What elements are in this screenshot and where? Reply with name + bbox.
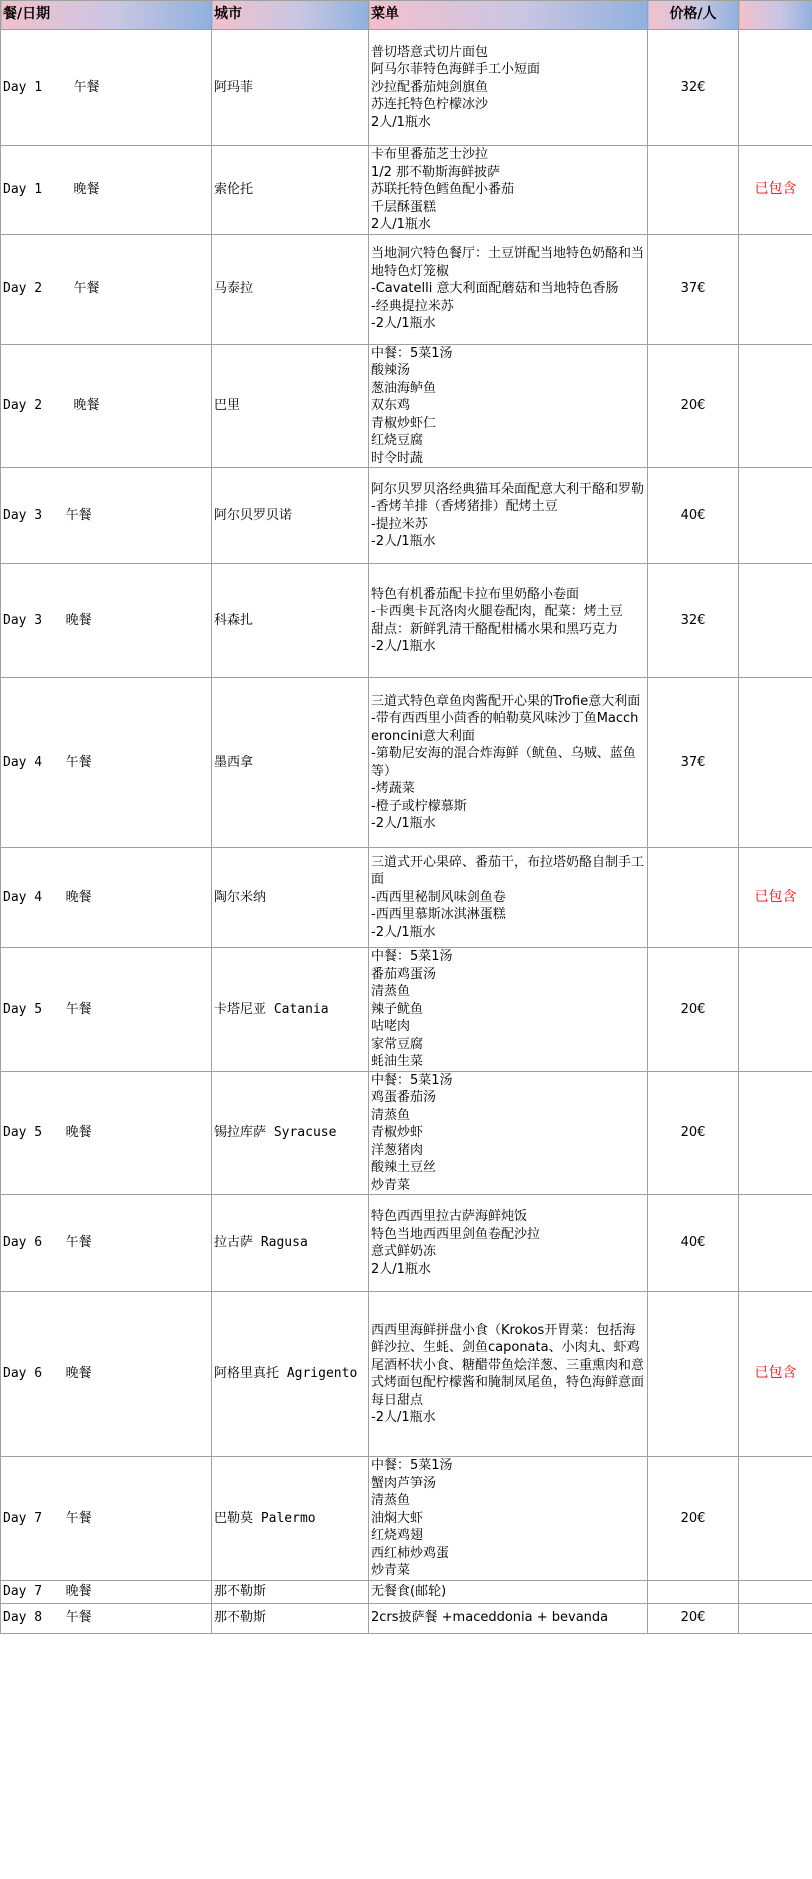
menu-line: 酸辣汤	[371, 363, 411, 378]
cell-price: 20€	[648, 344, 739, 468]
menu-line: 蚝油生菜	[371, 1054, 424, 1069]
cell-menu	[369, 1580, 648, 1603]
cell-day: Day 4 午餐	[1, 678, 212, 848]
cell-city: 马泰拉	[212, 234, 369, 344]
cell-price	[648, 848, 739, 948]
table-row	[1, 1195, 812, 1292]
menu-line: 苏连托特色柠檬冰沙	[371, 97, 489, 113]
cell-day: Day 5 午餐	[1, 948, 212, 1072]
table-row	[1, 564, 812, 678]
menu-line: 阿尔贝罗贝洛经典猫耳朵面配意大利干酪和罗勒	[371, 481, 645, 497]
cell-note	[739, 1457, 812, 1581]
header-city: 城市	[212, 1, 369, 30]
cell-city: 拉古萨 Ragusa	[212, 1195, 369, 1292]
table-row	[1, 1603, 812, 1633]
menu-line: 鸡蛋番茄汤	[371, 1090, 437, 1105]
table-row	[1, 1580, 812, 1603]
cell-price: 20€	[648, 1071, 739, 1195]
cell-price	[648, 146, 739, 235]
menu-line: 中餐：5菜1汤	[371, 345, 453, 361]
menu-line: 辣子鱿鱼	[371, 1001, 424, 1017]
menu-line: 炒青菜	[371, 1563, 411, 1578]
table-body	[1, 30, 812, 1634]
cell-price: 32€	[648, 564, 739, 678]
cell-note: 已包含	[739, 146, 812, 235]
menu-line: 特色当地西西里剑鱼卷配沙拉	[371, 1226, 541, 1242]
table-row	[1, 468, 812, 564]
cell-menu	[369, 468, 648, 564]
cell-day: Day 7 晚餐	[1, 1580, 212, 1603]
cell-city: 墨西拿	[212, 678, 369, 848]
menu-line: 蟹肉芦笋汤	[371, 1475, 437, 1491]
cell-day: Day 8 午餐	[1, 1603, 212, 1633]
menu-line: -带有西西里小茴香的帕勒莫风味沙丁鱼Maccheroncini意大利面	[371, 711, 639, 744]
cell-note	[739, 30, 812, 146]
menu-line: 2人/1瓶水	[371, 114, 431, 130]
cell-city: 锡拉库萨 Syracuse	[212, 1071, 369, 1195]
menu-line: 2人/1瓶水	[371, 217, 431, 232]
menu-line: -香烤羊排（香烤猪排）配烤土豆	[371, 499, 558, 514]
menu-line: 时令时蔬	[371, 450, 424, 466]
cell-note	[739, 564, 812, 678]
cell-price: 40€	[648, 1195, 739, 1292]
cell-note	[739, 468, 812, 564]
table-row	[1, 30, 812, 146]
header-day: 餐/日期	[1, 1, 212, 30]
cell-city: 巴里	[212, 344, 369, 468]
menu-line: 三道式特色章鱼肉酱配开心果的Trofie意大利面	[371, 693, 641, 709]
menu-line: 卡布里番茄芝士沙拉	[371, 147, 489, 162]
menu-line: 西红柿炒鸡蛋	[371, 1545, 450, 1561]
cell-city: 阿玛菲	[212, 30, 369, 146]
cell-city: 阿尔贝罗贝诺	[212, 468, 369, 564]
cell-price: 37€	[648, 678, 739, 848]
table-row	[1, 1457, 812, 1581]
menu-line: 特色有机番茄配卡拉布里奶酪小卷面	[371, 586, 580, 602]
cell-note	[739, 948, 812, 1072]
table-row	[1, 948, 812, 1072]
cell-city: 那不勒斯	[212, 1580, 369, 1603]
cell-price	[648, 1292, 739, 1457]
cell-day: Day 5 晚餐	[1, 1071, 212, 1195]
cell-note: 已包含	[739, 848, 812, 948]
menu-line: -烤蔬菜	[371, 781, 415, 796]
cell-menu	[369, 1195, 648, 1292]
menu-line: -西西里秘制风味剑鱼卷	[371, 889, 506, 905]
cell-day: Day 6 晚餐	[1, 1292, 212, 1457]
menu-line: 每日甜点	[371, 1392, 424, 1408]
menu-line: 中餐：5菜1汤	[371, 1458, 453, 1473]
cell-menu	[369, 1457, 648, 1581]
cell-day: Day 7 午餐	[1, 1457, 212, 1581]
menu-line: -卡西奥卡瓦洛肉火腿卷配肉，配菜：烤土豆	[371, 604, 623, 619]
menu-line: -2人/1瓶水	[371, 316, 436, 332]
menu-line: -橙子或柠檬慕斯	[371, 798, 467, 814]
header-note	[739, 1, 812, 30]
menu-line: 2人/1瓶水	[371, 1261, 431, 1277]
menu-line: 甜点：新鲜乳清干酪配柑橘水果和黑巧克力	[371, 621, 619, 637]
cell-menu	[369, 564, 648, 678]
cell-note	[739, 234, 812, 344]
cell-note	[739, 344, 812, 468]
cell-day: Day 6 午餐	[1, 1195, 212, 1292]
cell-menu	[369, 848, 648, 948]
cell-day: Day 2 午餐	[1, 234, 212, 344]
cell-price: 37€	[648, 234, 739, 344]
cell-menu	[369, 1603, 648, 1633]
cell-city: 那不勒斯	[212, 1603, 369, 1633]
table-row	[1, 234, 812, 344]
menu-line: 阿马尔菲特色海鲜手工小短面	[371, 62, 541, 78]
cell-day: Day 1 晚餐	[1, 146, 212, 235]
menu-line: -第勒尼安海的混合炸海鲜（鱿鱼、乌贼、蓝鱼等）	[371, 746, 636, 779]
menu-line: 葱油海鲈鱼	[371, 380, 437, 396]
cell-day: Day 3 晚餐	[1, 564, 212, 678]
menu-line: 洋葱猪肉	[371, 1142, 424, 1158]
cell-note	[739, 1195, 812, 1292]
menu-line: 普切塔意式切片面包	[371, 44, 489, 60]
cell-price: 20€	[648, 948, 739, 1072]
menu-line: -2人/1瓶水	[371, 639, 436, 654]
menu-line: 红烧豆腐	[371, 433, 424, 448]
menu-line: -2人/1瓶水	[371, 924, 436, 940]
cell-city: 陶尔米纳	[212, 848, 369, 948]
cell-day: Day 1 午餐	[1, 30, 212, 146]
table-row	[1, 848, 812, 948]
menu-line: 无餐食(邮轮)	[371, 1583, 447, 1599]
table-header-row	[1, 1, 812, 30]
cell-day: Day 2 晚餐	[1, 344, 212, 468]
menu-line: 中餐：5菜1汤	[371, 1072, 453, 1088]
menu-line: 红烧鸡翅	[371, 1528, 424, 1543]
table-row	[1, 146, 812, 235]
menu-line: 酸辣土豆丝	[371, 1160, 437, 1175]
menu-line: 清蒸鱼	[371, 984, 411, 999]
table-row	[1, 678, 812, 848]
menu-line: 清蒸鱼	[371, 1107, 411, 1123]
menu-line: 家常豆腐	[371, 1036, 424, 1052]
cell-city: 卡塔尼亚 Catania	[212, 948, 369, 1072]
cell-menu	[369, 948, 648, 1072]
menu-line: 1/2 那不勒斯海鲜披萨	[371, 164, 501, 180]
cell-price: 32€	[648, 30, 739, 146]
table-row	[1, 344, 812, 468]
menu-line: 青椒炒虾	[371, 1125, 424, 1140]
menu-line: 苏联托特色鳕鱼配小番茄	[371, 182, 515, 197]
menu-line: 油焖大虾	[371, 1510, 424, 1526]
menu-line: 三道式开心果碎、番茄干，布拉塔奶酪自制手工面	[371, 854, 645, 888]
menu-line: -提拉米苏	[371, 516, 428, 532]
menu-line: 青椒炒虾仁	[371, 415, 437, 431]
cell-price: 40€	[648, 468, 739, 564]
menu-line: 清蒸鱼	[371, 1493, 411, 1508]
cell-day: Day 3 午餐	[1, 468, 212, 564]
menu-line: 双东鸡	[371, 398, 411, 413]
cell-menu	[369, 344, 648, 468]
menu-line: 咕咾肉	[371, 1019, 411, 1034]
cell-menu	[369, 678, 648, 848]
menu-line: -西西里慕斯冰淇淋蛋糕	[371, 907, 506, 923]
cell-note	[739, 1603, 812, 1633]
menu-line: -Cavatelli 意大利面配蘑菇和当地特色香肠	[371, 281, 619, 297]
menu-line: 中餐：5菜1汤	[371, 949, 453, 964]
cell-note	[739, 1071, 812, 1195]
menu-line: 意式鲜奶冻	[371, 1244, 437, 1259]
cell-menu	[369, 1071, 648, 1195]
cell-note: 已包含	[739, 1292, 812, 1457]
cell-menu	[369, 234, 648, 344]
header-price: 价格/人	[648, 1, 739, 30]
menu-line: 千层酥蛋糕	[371, 199, 437, 215]
table-row	[1, 1292, 812, 1457]
menu-line: 西西里海鲜拼盘小食（Krokos开胃菜：包括海鲜沙拉、生蚝、剑鱼caponata、小肉丸、虾鸡尾酒杯状小食、糖醋带鱼烩洋葱、三重熏肉和意式烤面包配柠檬酱和腌制凤尾鱼，特色海鲜意面	[371, 1322, 645, 1390]
cell-note	[739, 1580, 812, 1603]
cell-price	[648, 1580, 739, 1603]
menu-line: -2人/1瓶水	[371, 534, 436, 549]
cell-menu	[369, 146, 648, 235]
cell-price: 20€	[648, 1457, 739, 1581]
cell-city: 科森扎	[212, 564, 369, 678]
cell-menu	[369, 30, 648, 146]
menu-line: 番茄鸡蛋汤	[371, 966, 437, 982]
cell-price: 20€	[648, 1603, 739, 1633]
table-row	[1, 1071, 812, 1195]
menu-line: 特色西西里拉古萨海鲜炖饭	[371, 1209, 528, 1224]
menu-line: -经典提拉米苏	[371, 298, 454, 314]
header-menu: 菜单	[369, 1, 648, 30]
menu-line: 2crs披萨餐 +maceddonia + bevanda	[371, 1610, 609, 1626]
cell-note	[739, 678, 812, 848]
menu-line: -2人/1瓶水	[371, 816, 436, 831]
cell-day: Day 4 晚餐	[1, 848, 212, 948]
menu-line: -2人/1瓶水	[371, 1410, 436, 1425]
menu-line: 当地洞穴特色餐厅：土豆饼配当地特色奶酪和当地特色灯笼椒	[371, 246, 645, 279]
cell-city: 阿格里真托 Agrigento	[212, 1292, 369, 1457]
menu-line: 沙拉配番茄炖剑旗鱼	[371, 79, 489, 95]
cell-city: 索伦托	[212, 146, 369, 235]
cell-menu	[369, 1292, 648, 1457]
cell-city: 巴勒莫 Palermo	[212, 1457, 369, 1581]
menu-line: 炒青菜	[371, 1177, 411, 1193]
